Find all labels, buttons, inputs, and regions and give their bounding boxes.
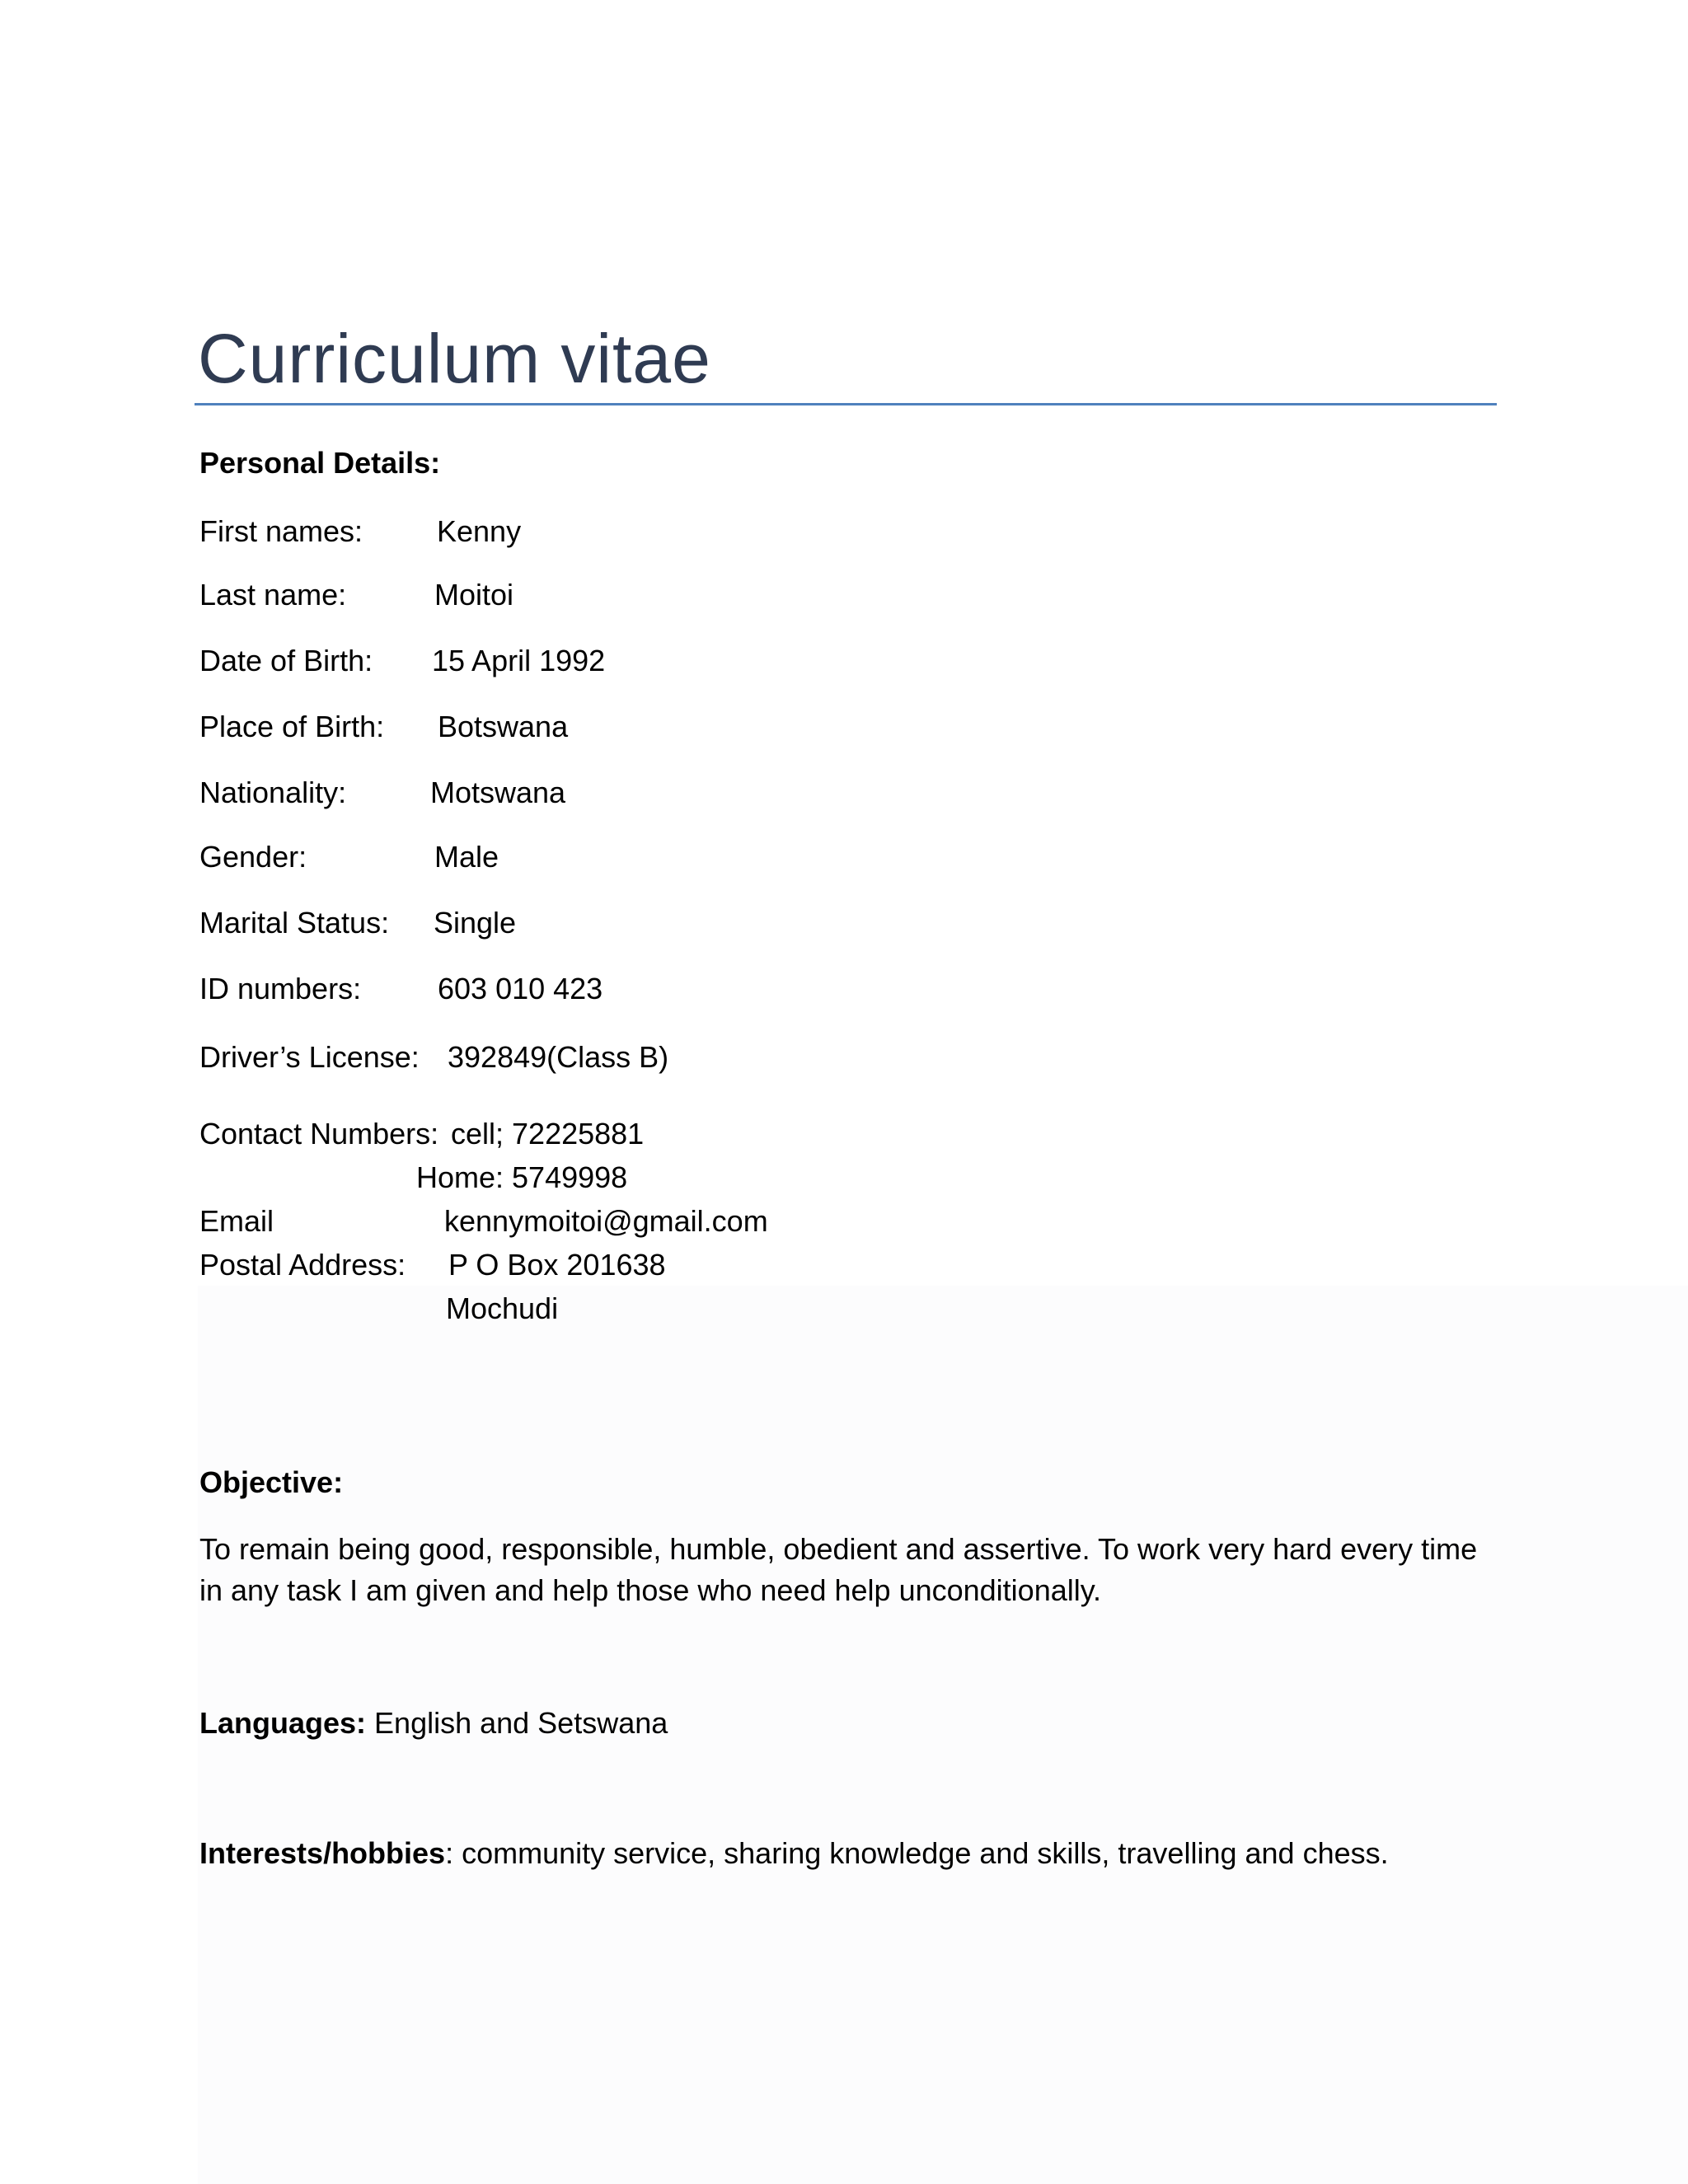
document-title: Curriculum vitae bbox=[198, 320, 711, 397]
contact-numbers-label: Contact Numbers: bbox=[199, 1117, 439, 1151]
postal-address-line2: Mochudi bbox=[446, 1291, 559, 1325]
gender-label: Gender: bbox=[199, 840, 307, 874]
personal-details-heading: Personal Details: bbox=[199, 446, 441, 480]
id-numbers-value: 603 010 423 bbox=[438, 972, 603, 1005]
languages-label: Languages: bbox=[199, 1706, 367, 1740]
interests-line bbox=[199, 1835, 1389, 1872]
place-of-birth-value: Botswana bbox=[438, 710, 569, 743]
last-name-label: Last name: bbox=[199, 578, 347, 612]
languages-line bbox=[199, 1705, 668, 1741]
first-names-value: Kenny bbox=[437, 514, 522, 548]
email-label: Email bbox=[199, 1204, 274, 1238]
last-name-value: Moitoi bbox=[434, 578, 514, 612]
nationality-label: Nationality: bbox=[199, 776, 347, 809]
home-number: Home: 5749998 bbox=[416, 1160, 628, 1194]
interests-label: Interests/hobbies bbox=[199, 1836, 446, 1870]
cell-number: cell; 72225881 bbox=[451, 1117, 645, 1151]
date-of-birth-label: Date of Birth: bbox=[199, 644, 373, 677]
place-of-birth-label: Place of Birth: bbox=[199, 710, 385, 743]
drivers-license-label: Driver’s License: bbox=[199, 1040, 420, 1074]
nationality-value: Motswana bbox=[430, 776, 566, 809]
marital-status-label: Marital Status: bbox=[199, 906, 390, 940]
objective-heading: Objective: bbox=[199, 1465, 344, 1499]
objective-text: To remain being good, responsible, humble, obedient and assertive. To work very hard every time in any task I am given and help those who need help unconditionally. bbox=[199, 1532, 1478, 1607]
gender-value: Male bbox=[434, 840, 499, 874]
email-value: kennymoitoi@gmail.com bbox=[444, 1204, 768, 1238]
id-numbers-label: ID numbers: bbox=[199, 972, 362, 1005]
date-of-birth-value: 15 April 1992 bbox=[432, 644, 606, 677]
postal-address-label: Postal Address: bbox=[199, 1248, 406, 1282]
first-names-label: First names: bbox=[199, 514, 363, 548]
title-underline bbox=[195, 403, 1497, 405]
languages-value: English and Setswana bbox=[366, 1706, 668, 1740]
marital-status-value: Single bbox=[434, 906, 517, 940]
postal-address-line1: P O Box 201638 bbox=[448, 1248, 666, 1282]
drivers-license-value: 392849(Class B) bbox=[448, 1040, 669, 1074]
interests-value: : community service, sharing knowledge and skills, travelling and chess. bbox=[445, 1836, 1389, 1870]
